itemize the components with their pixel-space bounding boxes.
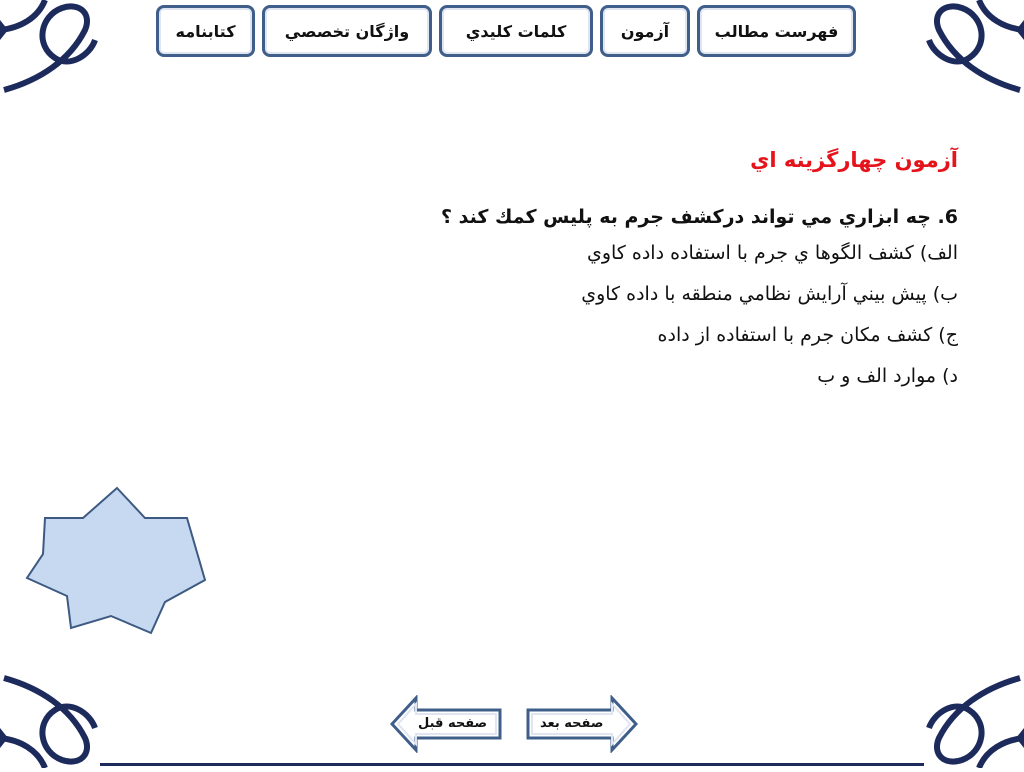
option-d[interactable]: د) موارد الف و ب	[817, 365, 958, 387]
corner-ornament-top-left	[0, 0, 120, 110]
corner-ornament-bottom-left	[0, 658, 120, 768]
corner-ornament-top-right	[904, 0, 1024, 110]
table-of-contents-label: فهرست مطالب	[714, 21, 839, 41]
glossary-label: واژگان تخصصي	[284, 21, 410, 41]
star-shape	[25, 486, 207, 636]
star-shape-icon	[25, 486, 207, 636]
previous-page-label: صفحه قبل	[418, 716, 488, 731]
previous-page-button[interactable]	[390, 695, 502, 753]
top-navigation	[156, 5, 856, 61]
keywords-button[interactable]	[439, 5, 593, 57]
option-c[interactable]: ج) كشف مكان جرم با استفاده از داده	[657, 324, 958, 346]
table-of-contents-button[interactable]	[697, 5, 856, 57]
quiz-label: آزمون	[620, 21, 670, 41]
bottom-divider	[100, 763, 924, 766]
option-a[interactable]: الف) كشف الگوها ي جرم با استفاده داده كاوي	[586, 242, 958, 264]
corner-ornament-icon	[0, 0, 120, 110]
bibliography-button[interactable]	[156, 5, 255, 57]
keywords-label: كلمات كليدي	[465, 21, 567, 41]
quiz-button[interactable]	[600, 5, 690, 57]
option-b[interactable]: ب) پيش بيني آرايش نظامي منطقه با داده كاوي	[581, 283, 958, 305]
corner-ornament-bottom-right	[904, 658, 1024, 768]
quiz-content	[338, 148, 958, 404]
corner-ornament-icon	[904, 0, 1024, 110]
glossary-button[interactable]	[262, 5, 432, 57]
next-page-label: صفحه بعد	[540, 716, 604, 731]
corner-ornament-icon	[904, 658, 1024, 768]
next-page-button[interactable]	[526, 695, 638, 753]
bibliography-label: كتابنامه	[175, 21, 236, 41]
quiz-title: آزمون چهارگزينه اي	[750, 148, 958, 172]
question-text: 6. چه ابزاري مي تواند دركشف جرم به پليس كمك كند ؟	[441, 206, 958, 228]
corner-ornament-icon	[0, 658, 120, 768]
